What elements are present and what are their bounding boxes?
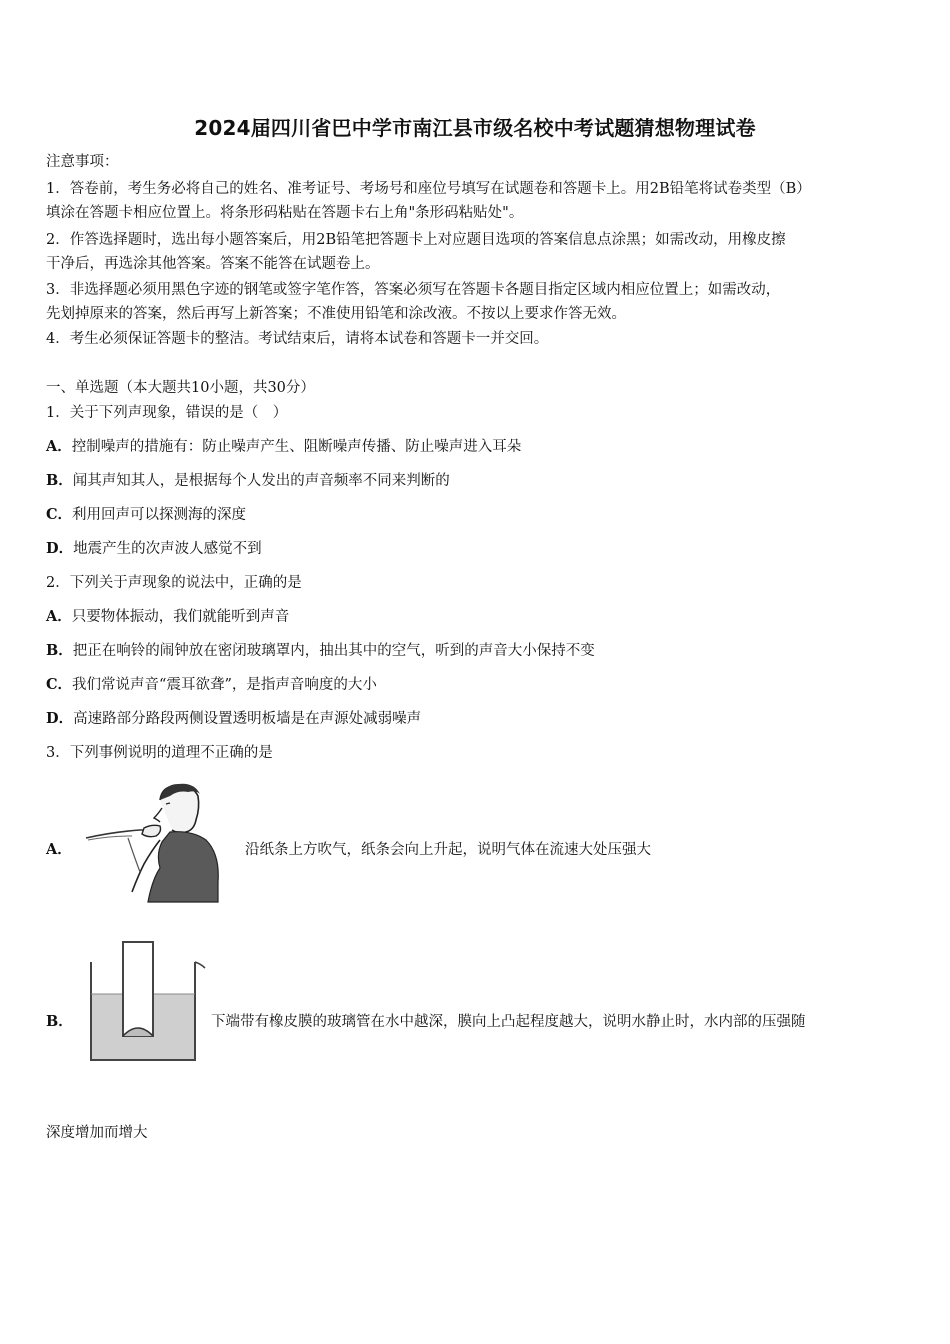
question-2-stem: 2．下列关于声现象的说法中，正确的是 [46, 575, 302, 591]
q3-option-a-text: 沿纸条上方吹气，纸条会向上升起，说明气体在流速大处压强大 [245, 842, 651, 858]
q2-option-b: B．把正在响铃的闹钟放在密闭玻璃罩内，抽出其中的空气，听到的声音大小保持不变 [46, 642, 595, 659]
q2-option-a: A．只要物体振动，我们就能听到声音 [46, 608, 290, 625]
notice-item: 填涂在答题卡相应位置上。将条形码粘贴在答题卡右上角"条形码粘贴处"。 [46, 205, 524, 221]
q1-option-c: C．利用回声可以探测海的深度 [46, 506, 247, 523]
q3-option-a-label: A． [46, 841, 72, 858]
notice-heading: 注意事项： [46, 154, 119, 170]
beaker-tube-figure [85, 938, 207, 1066]
notice-item: 干净后，再选涂其他答案。答案不能答在试题卷上。 [46, 256, 380, 272]
notice-item: 先划掉原来的答案，然后再写上新答案；不准使用铅笔和涂改液。不按以上要求作答无效。 [46, 306, 626, 322]
q3-option-b-label: B． [46, 1013, 73, 1030]
q3-option-b-continuation: 深度增加而增大 [46, 1125, 148, 1141]
q1-option-a: A．控制噪声的措施有：防止噪声产生、阻断噪声传播、防止噪声进入耳朵 [46, 438, 522, 455]
notice-item: 1．答卷前，考生务必将自己的姓名、准考证号、考场号和座位号填写在试题卷和答题卡上。用2B铅笔将试卷类型（B） [46, 181, 811, 197]
q2-option-c: C．我们常说声音“震耳欲聋”，是指声音响度的大小 [46, 676, 377, 693]
q1-option-b: B．闻其声知其人，是根据每个人发出的声音频率不同来判断的 [46, 472, 450, 489]
q2-option-d: D．高速路部分路段两侧设置透明板墙是在声源处减弱噪声 [46, 710, 422, 727]
q3-option-b-text: 下端带有橡皮膜的玻璃管在水中越深，膜向上凸起程度越大，说明水静止时，水内部的压强随 [211, 1014, 806, 1030]
question-3-stem: 3．下列事例说明的道理不正确的是 [46, 745, 273, 761]
notice-item: 3．非选择题必须用黑色字迹的钢笔或签字笔作答，答案必须写在答题卡各题目指定区域内相应位置上；如需改动， [46, 282, 781, 298]
section-heading: 一、单选题（本大题共10小题，共30分） [46, 380, 315, 396]
notice-item: 4．考生必须保证答题卡的整洁。考试结束后，请将本试卷和答题卡一并交回。 [46, 331, 549, 347]
question-1-stem: 1．关于下列声现象，错误的是（ ） [46, 405, 288, 421]
notice-item: 2．作答选择题时，选出每小题答案后，用2B铅笔把答题卡上对应题目选项的答案信息点涂黑；如需改动，用橡皮擦 [46, 232, 786, 248]
page-title: 2024届四川省巴中学市南江县市级名校中考试题猜想物理试卷 [194, 116, 756, 140]
q1-option-d: D．地震产生的次声波人感觉不到 [46, 540, 262, 557]
blowing-paper-figure [82, 780, 227, 908]
